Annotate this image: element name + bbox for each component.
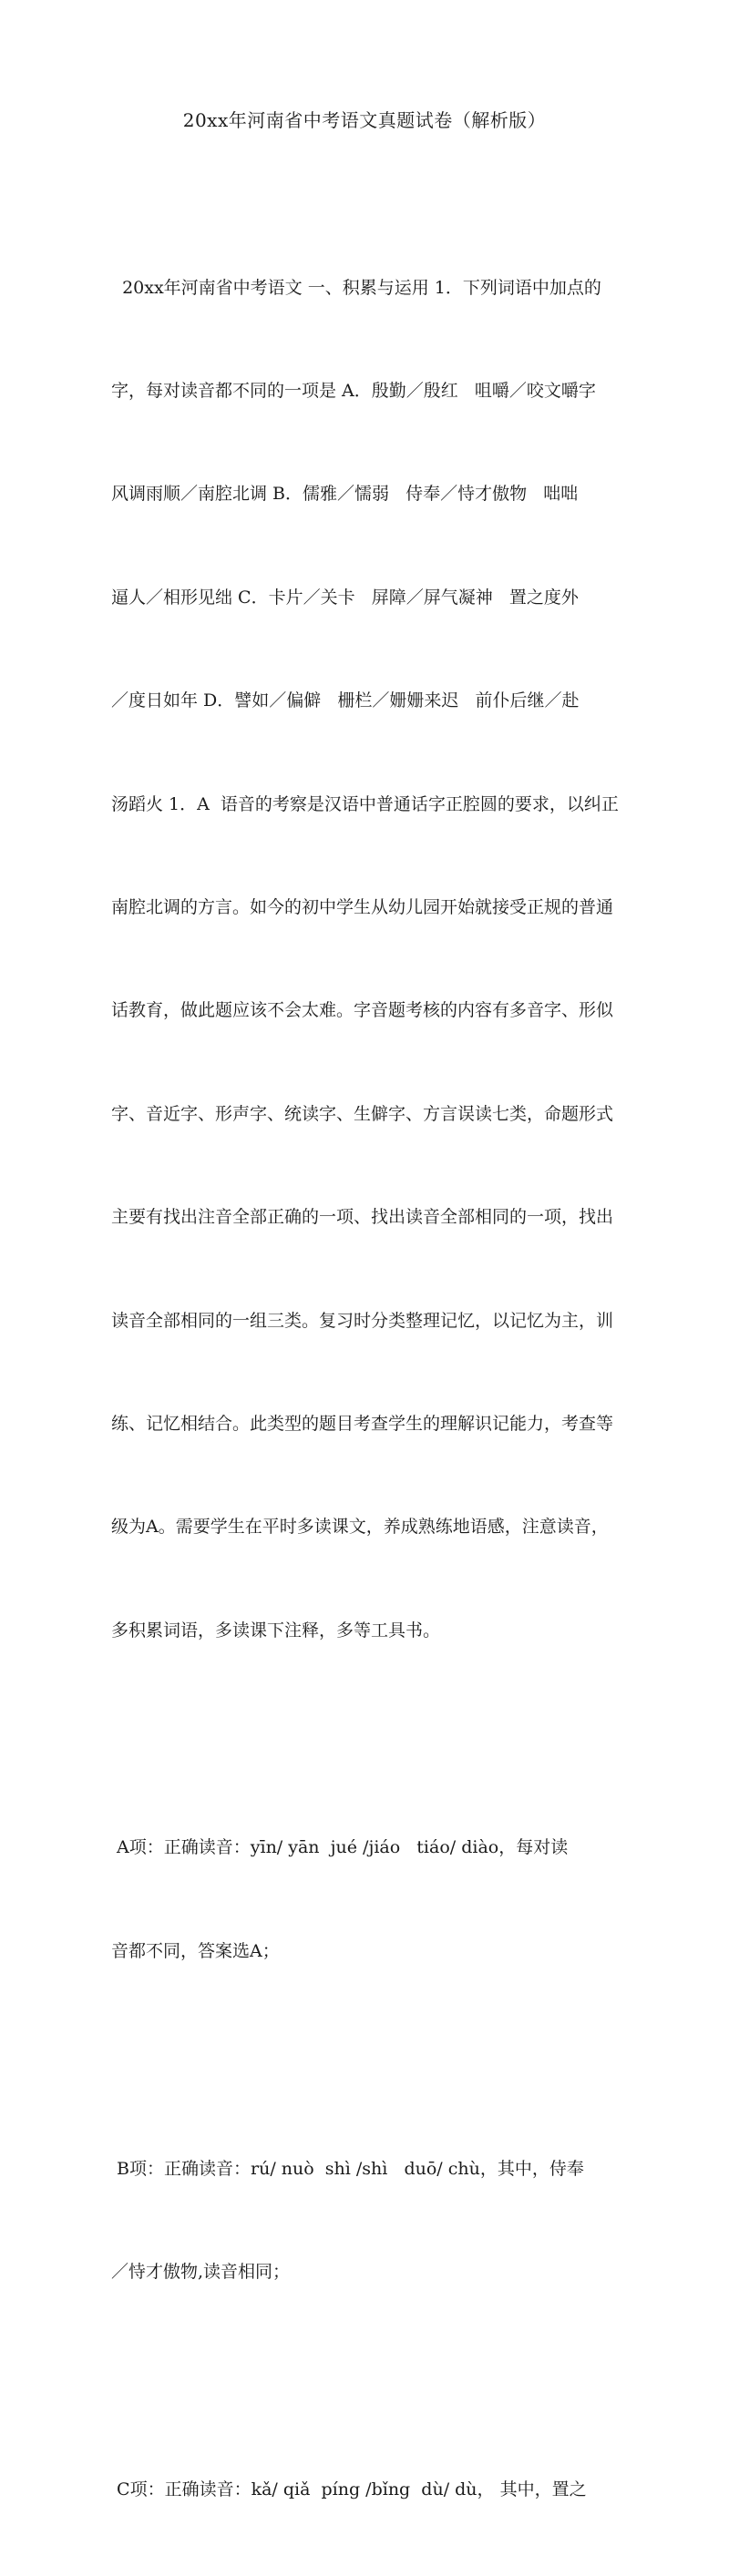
body-line: 话教育，做此题应该不会太难。字音题考核的内容有多音字、形似 — [111, 1000, 614, 1021]
option-b-line-2: ／恃才傲物,读音相同； — [111, 2262, 291, 2283]
body-line: 读音全部相同的一组三类。复习时分类整理记忆，以记忆为主，训 — [111, 1310, 614, 1331]
body-line: 汤蹈火 1．A 语音的考察是汉语中普通话字正腔圆的要求，以纠正 — [111, 793, 619, 814]
option-c-line-1: C项：正确读音：kǎ/ qiǎ píng /bǐng dù/ dù， 其中，置之 — [111, 2479, 587, 2499]
body-line: 级为A。需要学生在平时多读课文，养成熟练地语感，注意读音， — [111, 1517, 609, 1538]
document-body — [111, 202, 621, 2576]
paragraph-gap — [111, 1752, 621, 1763]
paragraph-gap — [111, 2072, 621, 2083]
option-a-line-2: 音都不同，答案选A； — [111, 1940, 280, 1961]
option-a-line-1: A项：正确读音：yīn/ yān jué /jiáo tiáo/ diào，每对读 — [111, 1837, 569, 1858]
body-line: ／度日如年 D．譬如／偏僻 栅栏／姗姗来迟 前仆后继／赴 — [111, 690, 580, 711]
body-line: 主要有找出注音全部正确的一项、找出读音全部相同的一项，找出 — [111, 1207, 614, 1228]
option-b-line-1: B项：正确读音：rú/ nuò shì /shì duō/ chù，其中，侍奉 — [111, 2158, 584, 2179]
body-line: 多积累词语，多读课下注释，多等工具书。 — [111, 1620, 441, 1641]
body-line: 南腔北调的方言。如今的初中学生从幼儿园开始就接受正规的普通 — [111, 896, 614, 917]
paragraph-gap — [111, 2393, 621, 2404]
body-line: 字、音近字、形声字、统读字、生僻字、方言误读七类，命题形式 — [111, 1103, 614, 1124]
body-line: 风调雨顺／南腔北调 B．儒雅／懦弱 侍奉／恃才傲物 咄咄 — [111, 484, 579, 505]
body-line: 字，每对读音都不同的一项是 A．殷勤／殷红 咀嚼／咬文嚼字 — [111, 380, 596, 401]
body-line: 20xx年河南省中考语文 一、积累与运用 1．下列词语中加点的 — [111, 277, 601, 298]
body-line: 逼人／相形见绌 C．卡片／关卡 屏障／屏气凝神 置之度外 — [111, 587, 579, 608]
body-line: 练、记忆相结合。此类型的题目考查学生的理解识记能力，考查等 — [111, 1413, 614, 1434]
document-title: 20xx年河南省中考语文真题试卷（解析版） — [182, 109, 547, 131]
